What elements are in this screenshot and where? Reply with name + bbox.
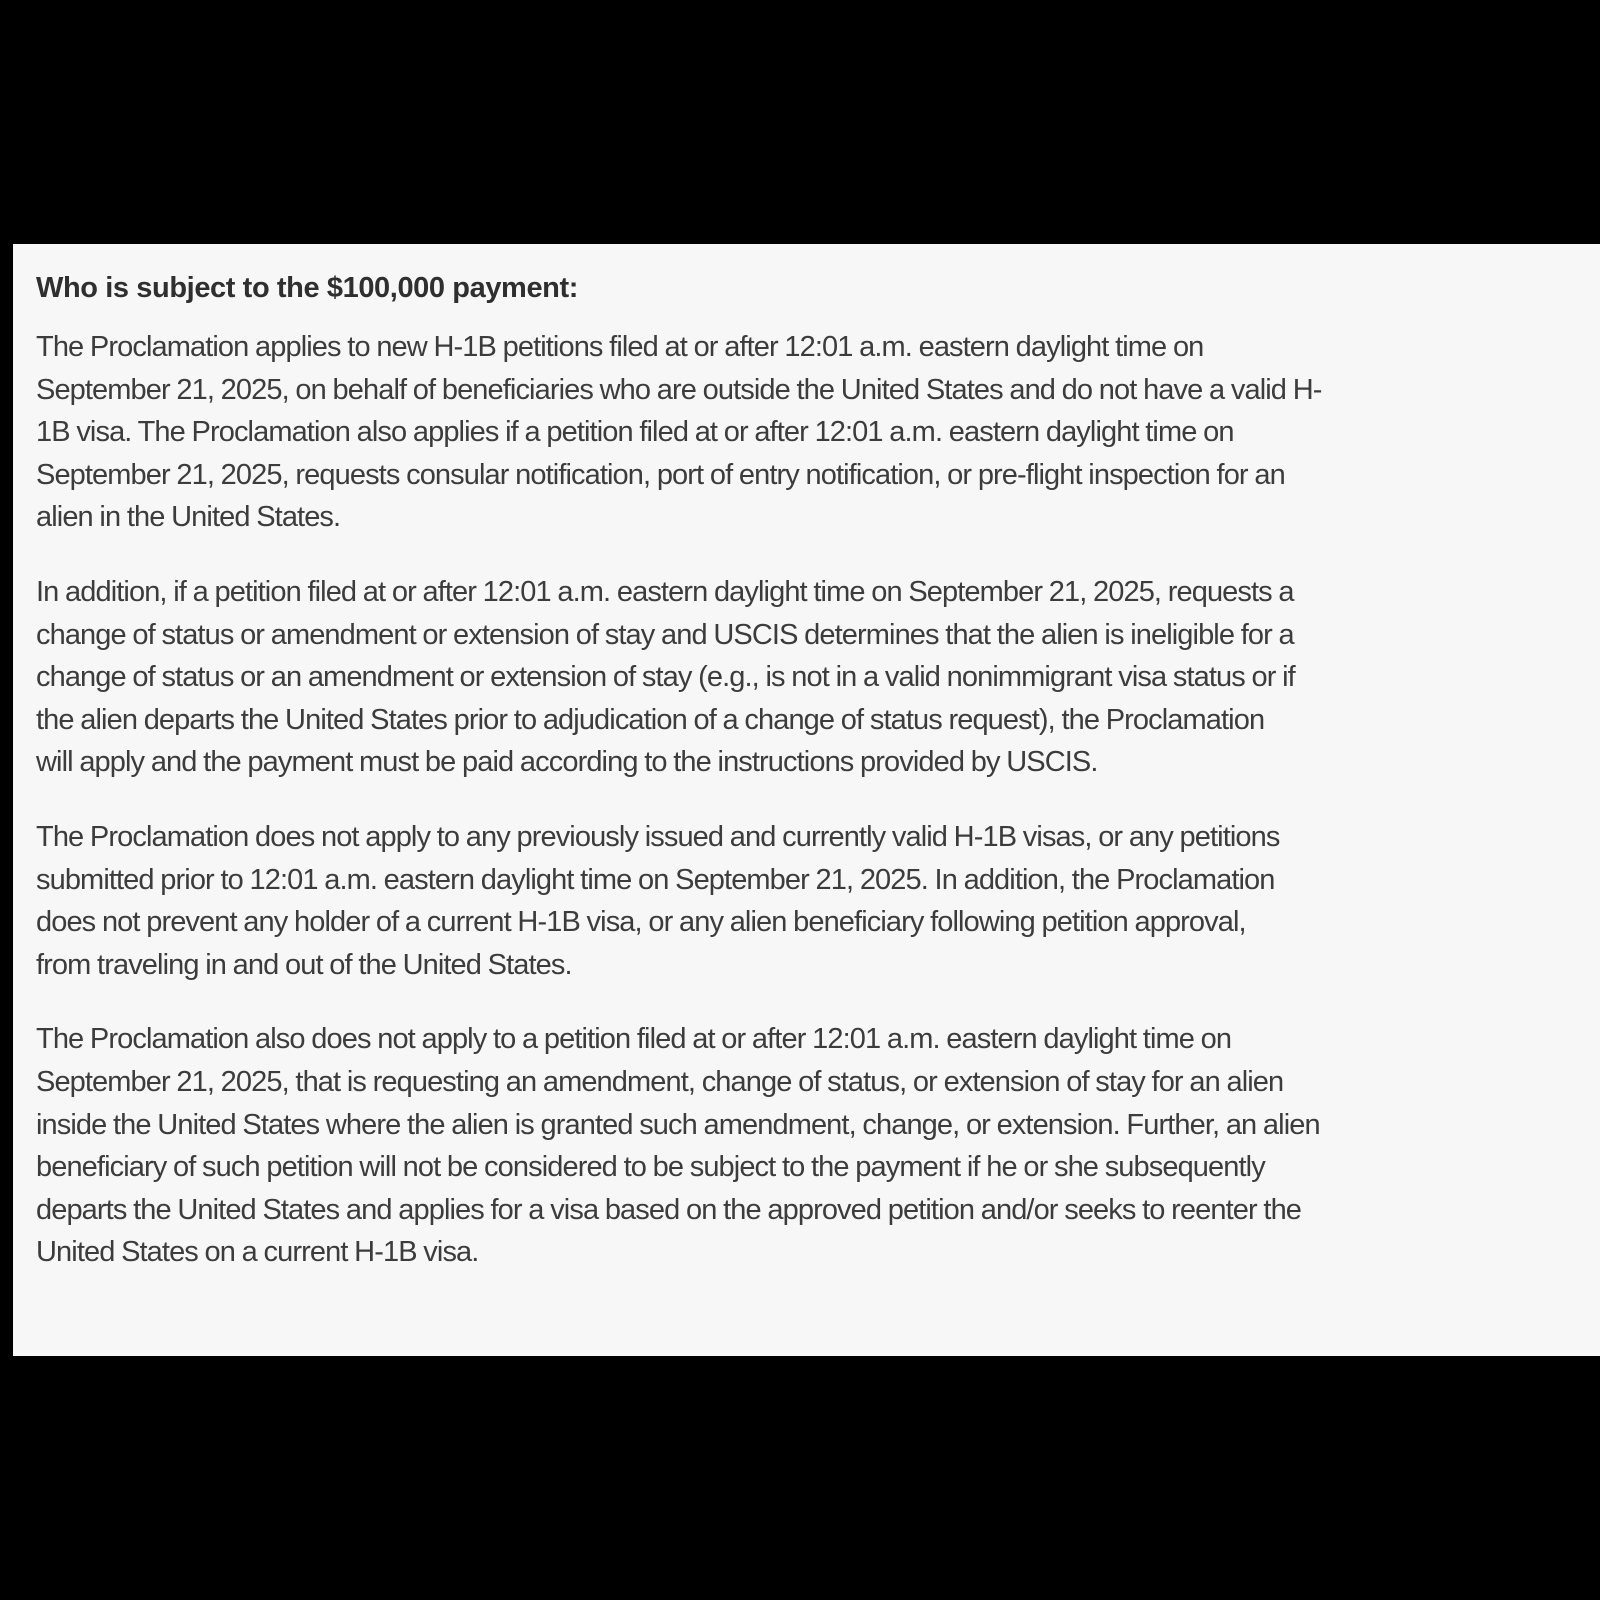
paragraph-change-of-status: In addition, if a petition filed at or after 12:01 a.m. eastern daylight time on September 21, 2025, requests a change of status or amendment or extension of stay and USCIS determines that the alien is ineligible for a change of status or an amendment or extension of stay (e.g., is not in a valid nonimmigrant visa status or if the alien departs the United States prior to adjudication of a change of status request), the Proclamation will apply and the payment must be paid according to the instructions provided by USCIS.: [36, 575, 1295, 779]
paragraph-applies-new-petitions: The Proclamation applies to new H-1B petitions filed at or after 12:01 a.m. eastern daylight time on September 21, 2025, on behalf of beneficiaries who are outside the United States and do not have a valid H- 1B visa. The Proclamation also applies if a petition filed at or after 12:01 a.m. eastern daylight time on September 21, 2025, requests consular notification, port of entry notification, or pre-flight inspection for an alien in the United States.: [36, 331, 1322, 534]
paragraph-does-not-apply-existing: The Proclamation does not apply to any previously issued and currently valid H-1B visas, or any petitions submitted prior to 12:01 a.m. eastern daylight time on September 21, 2025. In addition, the Proclamation does not prevent any holder of a current H-1B visa, or any alien beneficiary following petition approval, from traveling in and out of the United States.: [36, 820, 1280, 981]
paragraph-does-not-apply-amendment: The Proclamation also does not apply to a petition filed at or after 12:01 a.m. eastern daylight time on September 21, 2025, that is requesting an amendment, change of status, or extension of stay for an alien inside the United States where the alien is granted such amendment, change, or extension. Further, an alien beneficiary of such petition will not be considered to be subject to the payment if he or she subsequently departs the United States and applies for a visa based on the approved petition and/or seeks to reenter the United States on a current H-1B visa.: [36, 1023, 1320, 1269]
section-heading: Who is subject to the $100,000 payment:: [36, 272, 578, 304]
document-panel: [13, 244, 1600, 1356]
